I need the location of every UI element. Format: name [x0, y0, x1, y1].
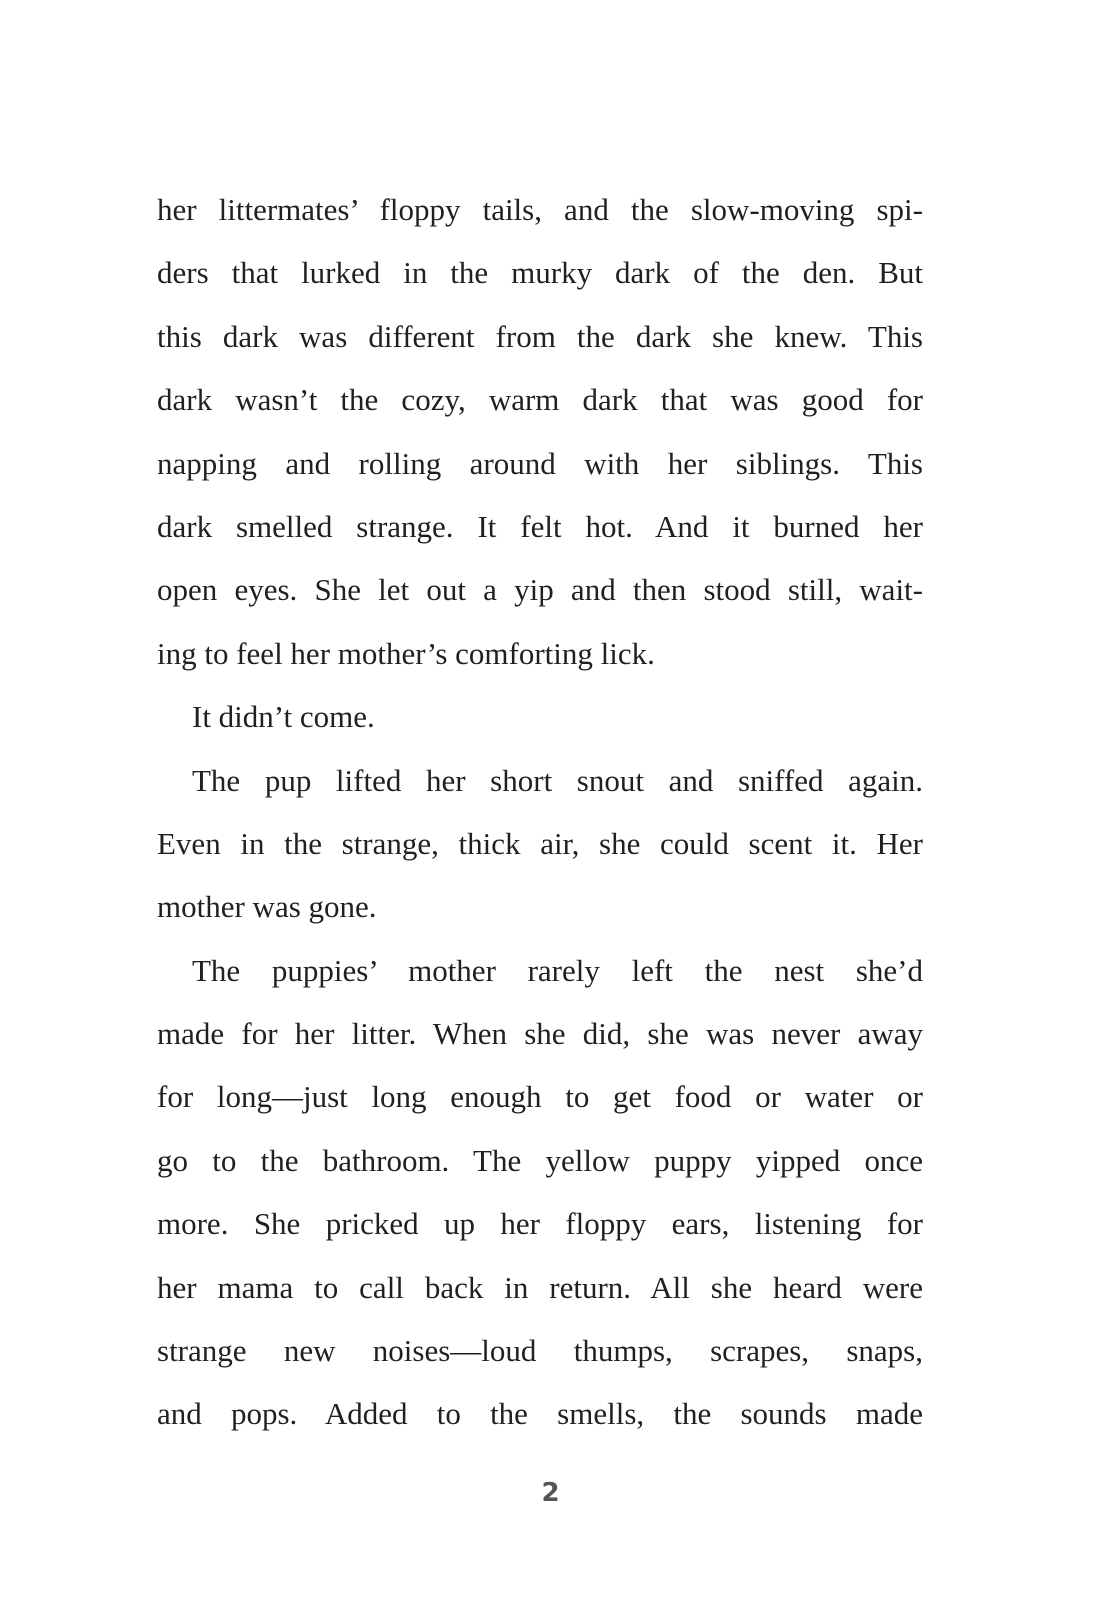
text-line: and pops. Added to the smells, the sounds made — [157, 1396, 923, 1432]
text-line: dark wasn’t the cozy, warm dark that was good for — [157, 382, 923, 418]
text-line: ders that lurked in the murky dark of the den. But — [157, 255, 923, 291]
page-number: 2 — [541, 1478, 560, 1508]
text-line: this dark was different from the dark she knew. This — [157, 318, 923, 354]
text-line: napping and rolling around with her siblings. This — [157, 445, 923, 481]
text-line: her littermates’ floppy tails, and the slow-moving spi- — [157, 192, 923, 227]
text-line: for long—just long enough to get food or water or — [157, 1079, 923, 1115]
text-line: Even in the strange, thick air, she could scent it. Her — [157, 825, 923, 861]
text-line: dark smelled strange. It felt hot. And it burned her — [157, 508, 923, 544]
text-line: The puppies’ mother rarely left the nest she’d — [192, 952, 923, 988]
text-line: strange new noises—loud thumps, scrapes, snaps, — [157, 1333, 923, 1369]
text-line: The pup lifted her short snout and sniffed again. — [192, 762, 923, 798]
text-line: made for her litter. When she did, she was never away — [157, 1016, 923, 1052]
text-line: open eyes. She let out a yip and then stood still, wait- — [157, 572, 923, 608]
text-line: more. She pricked up her floppy ears, listening for — [157, 1206, 923, 1242]
text-line: go to the bathroom. The yellow puppy yipped once — [157, 1142, 923, 1178]
text-line: mother was gone. — [157, 889, 377, 925]
text-line: It didn’t come. — [192, 699, 375, 735]
text-line: her mama to call back in return. All she heard were — [157, 1269, 923, 1305]
text-line: ing to feel her mother’s comforting lick. — [157, 635, 655, 671]
body-text — [157, 178, 923, 1446]
